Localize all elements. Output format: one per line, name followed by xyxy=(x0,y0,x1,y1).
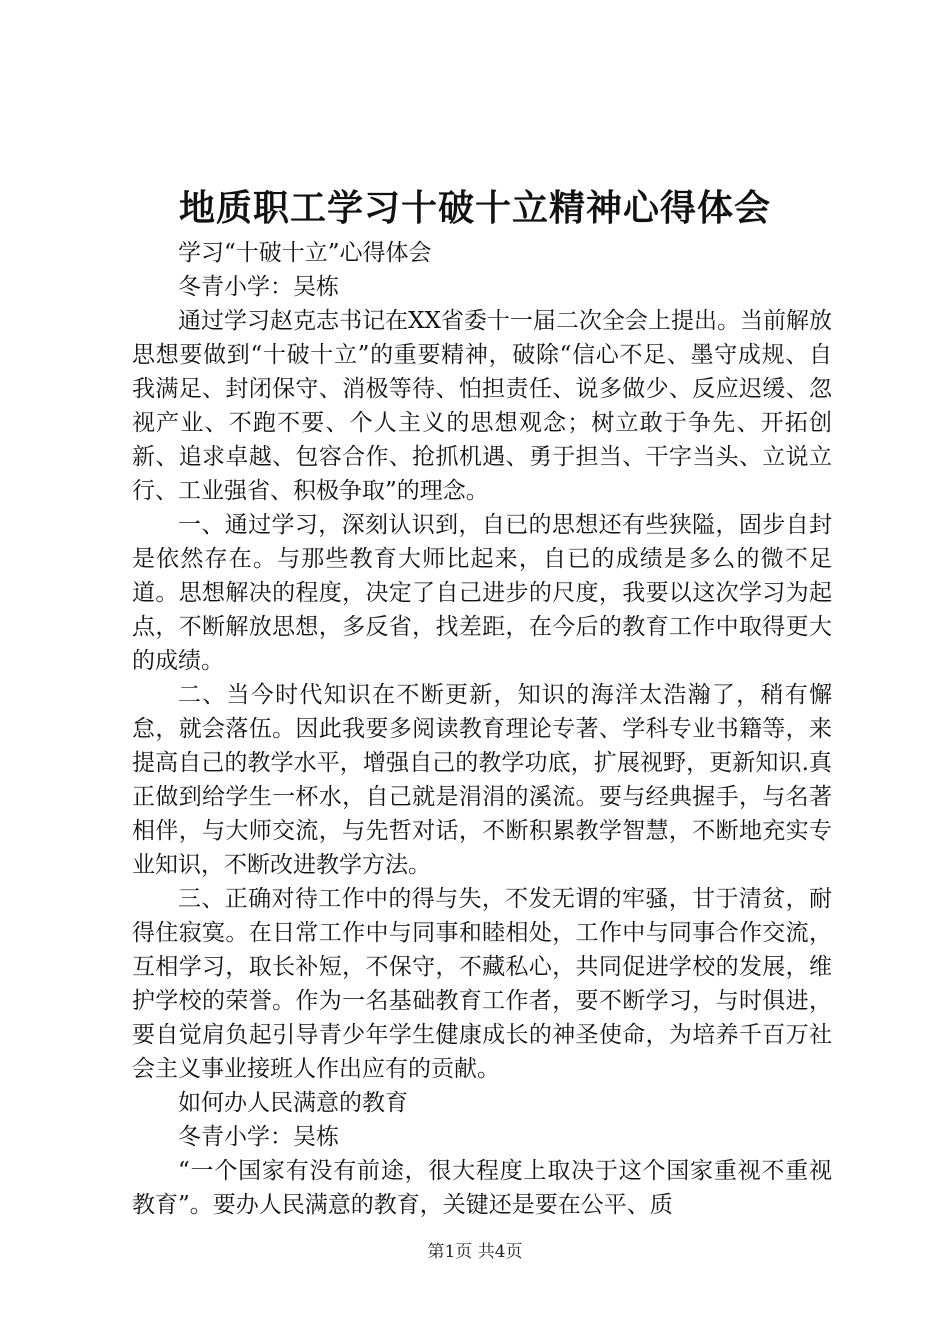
body-paragraph: “一个国家有没有前途，很大程度上取决于这个国家重视不重视教育”。要办人民满意的教育，关键还是要在公平、质 xyxy=(132,1158,832,1218)
page-footer: 第1页 共4页 xyxy=(427,1242,523,1262)
body-paragraph: 一、通过学习，深刻认识到，自已的思想还有些狭隘，固步自封是依然存在。与那些教育大师比起来，自已的成绩是多么的微不足道。思想解决的程度，决定了自己进步的尺度，我要以这次学习为起点，不断解放思想，多反省，找差距，在今后的教育工作中取得更大的成绩。 xyxy=(132,512,832,674)
body-paragraph: 三、正确对待工作中的得与失，不发无谓的牢骚，甘于清贫，耐得住寂寞。在日常工作中与同事和睦相处，工作中与同事合作交流，互相学习，取长补短，不保守，不藏私心，共同促进学校的发展，维护学校的荣誉。作为一名基础教育工作者，要不断学习，与时俱进，要自觉肩负起引导青少年学生健康成长的神圣使命，为培养千百万社会主义事业接班人作出应有的贡献。 xyxy=(132,886,832,1082)
section-heading: 如何办人民满意的教育 xyxy=(178,1090,408,1116)
body-paragraph: 通过学习赵克志书记在XX省委十一届二次全会上提出。当前解放思想要做到“十破十立”的重要精神，破除“信心不足、墨守成规、自我满足、封闭保守、消极等待、怕担责任、说多做少、反应迟缓、忽视产业、不跑不要、个人主义的思想观念；树立敢于争先、开拓创新、追求卓越、包容合作、抢抓机遇、勇于担当、干字当头、立说立行、工业强省、积极争取”的理念。 xyxy=(132,308,832,504)
author-line: 冬青小学：吴栋 xyxy=(178,1124,339,1150)
author-line: 冬青小学：吴栋 xyxy=(178,274,339,300)
subtitle-paragraph: 学习“十破十立”心得体会 xyxy=(178,240,432,266)
document-body xyxy=(132,236,832,1222)
document-title: 地质职工学习十破十立精神心得体会 xyxy=(178,187,771,229)
body-paragraph: 二、当今时代知识在不断更新，知识的海洋太浩瀚了，稍有懈怠，就会落伍。因此我要多阅读教育理论专著、学科专业书籍等，来提高自己的教学水平，增强自己的教学功底，扩展视野，更新知识.真正做到给学生一杯水，自己就是涓涓的溪流。要与经典握手，与名著相伴，与大师交流，与先哲对话，不断积累教学智慧，不断地充实专业知识，不断改进教学方法。 xyxy=(132,682,832,878)
